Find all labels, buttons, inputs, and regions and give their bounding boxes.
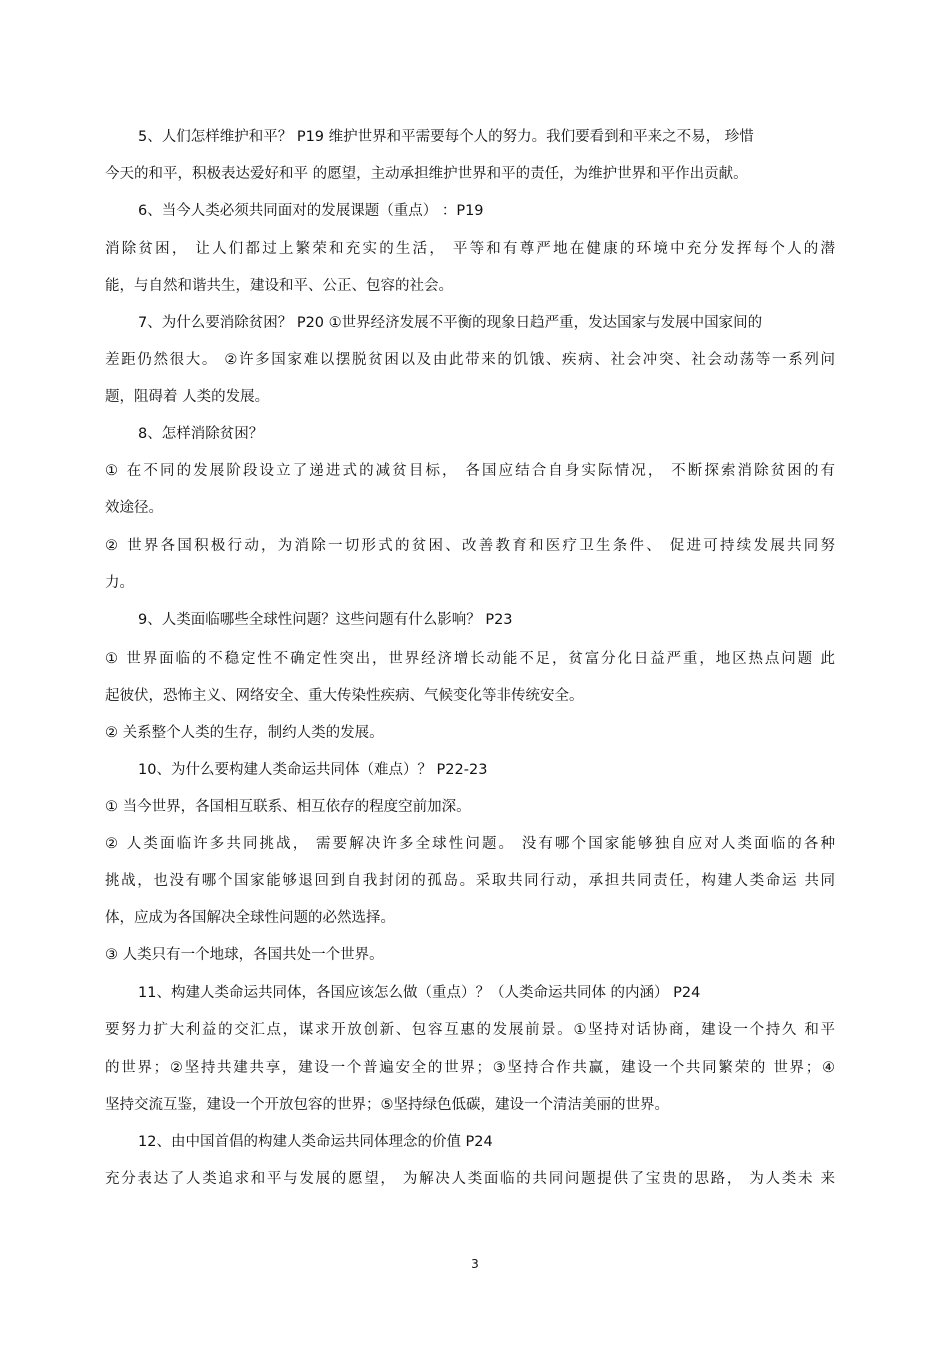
answer-10-item-2-line-2: 挑战，也没有哪个国家能够退回到自我封闭的孤岛。采取共同行动，承担共同责任，构建人类命运 共同 [105,873,835,889]
answer-9-item-1-line-1: ① 世界面临的不稳定性不确定性突出，世界经济增长动能不足，贫富分化日益严重，地区热点问题 此 [105,651,835,667]
answer-10-item-3: ③ 人类只有一个地球，各国共处一个世界。 [105,947,384,963]
answer-6-line-2: 能，与自然和谐共生，建设和平、公正、包容的社会。 [105,278,453,294]
answer-8-item-1-line-2: 效途径。 [105,500,163,516]
question-5-line-2: 今天的和平，积极表达爱好和平 的愿望，主动承担维护世界和平的责任，为维护世界和平作出贡献。 [105,166,748,182]
answer-11-line-1: 要努力扩大利益的交汇点，谋求开放创新、包容互惠的发展前景。①坚持对话协商，建设一个持久 和平 [105,1022,835,1038]
question-10-heading: 10、为什么要构建人类命运共同体（难点）？ P22-23 [138,762,488,778]
answer-9-item-1-line-2: 起彼伏，恐怖主义、网络安全、重大传染性疾病、气候变化等非传统安全。 [105,688,584,704]
question-9-heading: 9、人类面临哪些全球性问题？这些问题有什么影响？ P23 [138,612,513,628]
answer-10-item-2-line-1: ② 人类面临许多共同挑战， 需要解决许多全球性问题。 没有哪个国家能够独自应对人类面临的各种 [105,836,835,852]
answer-8-item-2-line-2: 力。 [105,575,134,591]
answer-11-line-3: 坚持交流互鉴，建设一个开放包容的世界；⑤坚持绿色低碳，建设一个清洁美丽的世界。 [105,1097,669,1113]
page-number: 3 [471,1257,479,1271]
answer-10-item-2-line-3: 体，应成为各国解决全球性问题的必然选择。 [105,910,395,926]
question-11-heading: 11、构建人类命运共同体，各国应该怎么做（重点）？（人类命运共同体 的内涵） P24 [138,985,701,1001]
question-7-line-3: 题，阻碍着 人类的发展。 [105,389,270,405]
answer-8-item-2-line-1: ② 世界各国积极行动，为消除一切形式的贫困、改善教育和医疗卫生条件、 促进可持续发展共同努 [105,538,835,554]
answer-10-item-1: ① 当今世界，各国相互联系、相互依存的程度空前加深。 [105,799,471,815]
answer-8-item-1-line-1: ① 在不同的发展阶段设立了递进式的减贫目标， 各国应结合自身实际情况， 不断探索消除贫困的有 [105,463,835,479]
question-12-heading: 12、由中国首倡的构建人类命运共同体理念的价值 P24 [138,1134,493,1150]
question-6-heading: 6、当今人类必须共同面对的发展课题（重点） ：P19 [138,203,484,219]
answer-12-line-1: 充分表达了人类追求和平与发展的愿望， 为解决人类面临的共同问题提供了宝贵的思路， 为人类未 来 [105,1171,835,1187]
question-8-heading: 8、怎样消除贫困？ [138,426,264,442]
answer-6-line-1: 消除贫困， 让人们都过上繁荣和充实的生活， 平等和有尊严地在健康的环境中充分发挥每个人的潜 [105,241,835,257]
answer-9-item-2: ② 关系整个人类的生存，制约人类的发展。 [105,725,384,741]
answer-11-line-2: 的世界；②坚持共建共享，建设一个普遍安全的世界；③坚持合作共赢，建设一个共同繁荣的 世界；④ [105,1060,835,1076]
question-7-line-2: 差距仍然很大。 ②许多国家难以摆脱贫困以及由此带来的饥饿、疾病、社会冲突、社会动荡等一系列问 [105,352,835,368]
question-7-line-1: 7、为什么要消除贫困？ P20 ①世界经济发展不平衡的现象日趋严重，发达国家与发展中国家间的 [138,315,763,331]
question-5-line-1: 5、人们怎样维护和平？ P19 维护世界和平需要每个人的努力。我们要看到和平来之不易， 珍惜 [138,129,754,145]
